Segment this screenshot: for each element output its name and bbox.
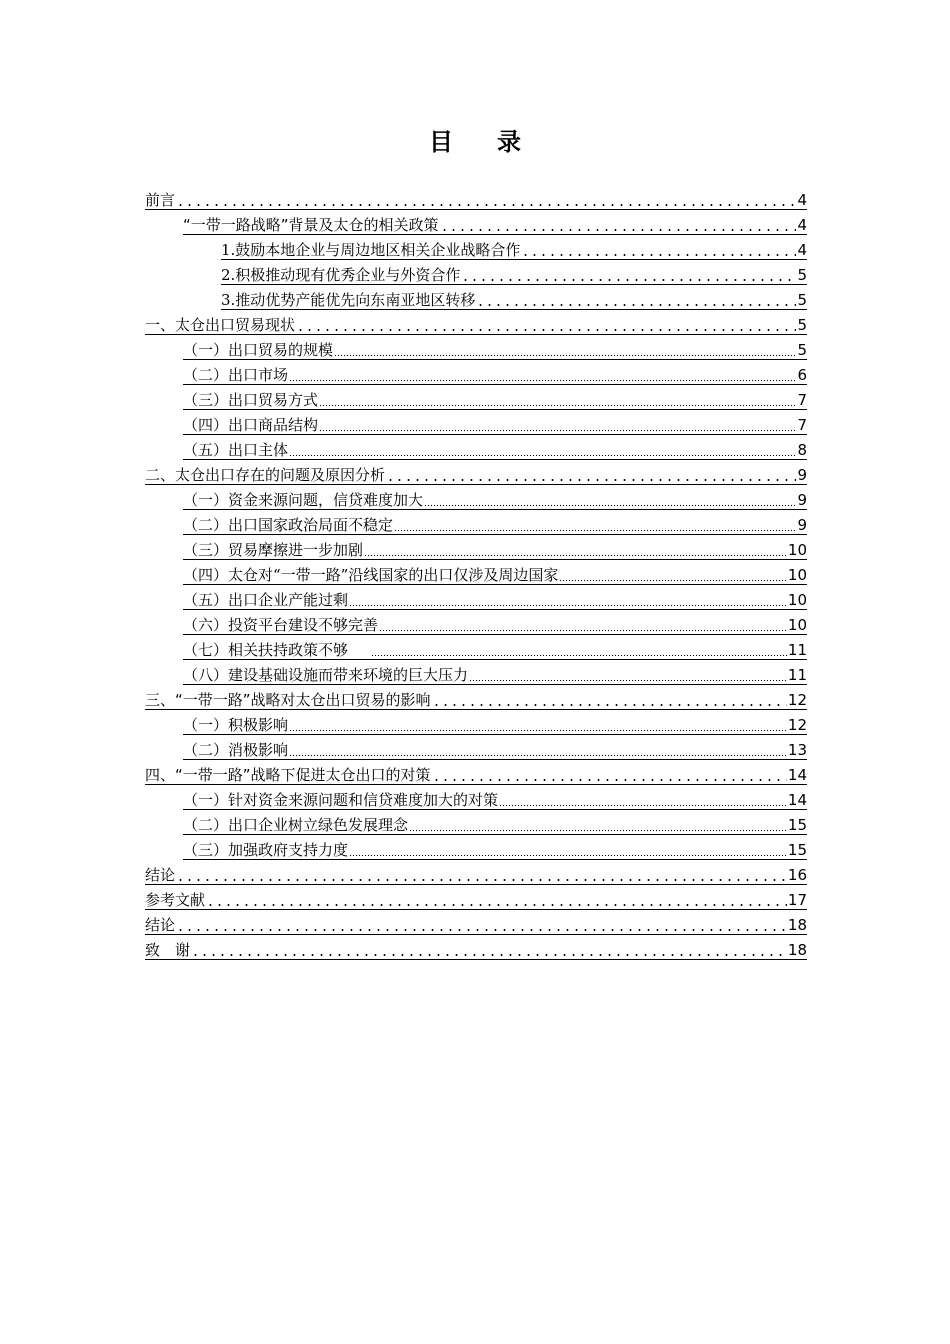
toc-entry[interactable] — [183, 737, 807, 760]
toc-entry-page: 16 — [787, 866, 807, 884]
toc-entry-page: 18 — [787, 916, 807, 934]
toc-entry[interactable] — [183, 437, 807, 460]
toc-entry-label: 结论 — [145, 916, 176, 934]
toc-entry[interactable] — [183, 512, 807, 535]
toc-leader — [176, 191, 796, 209]
toc-entry-page: 12 — [787, 716, 807, 734]
page-title-char-2: 录 — [497, 128, 521, 156]
toc-entry-label: （三）加强政府支持力度 — [183, 841, 349, 859]
toc-entry-label: 结论 — [145, 866, 176, 884]
toc-entry-label: （三）贸易摩擦进一步加剧 — [183, 541, 364, 559]
toc-entry-label: （四）太仓对“一带一路”沿线国家的出口仅涉及周边国家 — [183, 566, 559, 584]
toc-leader — [206, 891, 787, 909]
toc-entry-page: 18 — [787, 941, 807, 959]
toc-leader — [379, 616, 787, 634]
toc-entry[interactable] — [183, 637, 807, 660]
toc-entry-label: （一）出口贸易的规模 — [183, 341, 334, 359]
toc-entry[interactable] — [145, 912, 807, 935]
toc-entry-page: 15 — [787, 816, 807, 834]
toc-entry[interactable] — [183, 587, 807, 610]
toc-leader — [386, 466, 796, 484]
toc-entry-label: （一）资金来源问题，信贷难度加大 — [183, 491, 424, 509]
toc-leader — [521, 241, 796, 259]
toc-entry-page: 11 — [787, 641, 807, 659]
toc-entry[interactable] — [183, 612, 807, 635]
toc-entry[interactable] — [183, 837, 807, 860]
toc-entry[interactable] — [145, 462, 807, 485]
toc-entry-page: 5 — [797, 266, 807, 284]
toc-entry-page: 9 — [797, 491, 807, 509]
toc-entry-page: 6 — [797, 366, 807, 384]
toc-entry-page: 9 — [797, 466, 807, 484]
toc-leader — [432, 766, 787, 784]
toc-leader — [469, 666, 787, 684]
toc-entry-label: 1.鼓励本地企业与周边地区相关企业战略合作 — [221, 241, 521, 259]
toc-entry[interactable] — [183, 812, 807, 835]
toc-leader — [289, 441, 796, 459]
toc-entry-page: 12 — [787, 691, 807, 709]
toc-entry[interactable] — [145, 862, 807, 885]
toc-entry-label: （二）出口企业树立绿色发展理念 — [183, 816, 409, 834]
toc-leader — [394, 516, 796, 534]
toc-leader — [334, 341, 796, 359]
toc-entry-label: （二）出口市场 — [183, 366, 289, 384]
toc-entry-page: 4 — [797, 241, 807, 259]
toc-leader — [409, 816, 787, 834]
toc-entry-page: 14 — [787, 766, 807, 784]
toc-entry-label: （三）出口贸易方式 — [183, 391, 319, 409]
toc-entry-label: （七）相关扶持政策不够 — [183, 641, 349, 659]
toc-entry-page: 10 — [787, 566, 807, 584]
toc-entry-label: （五）出口企业产能过剩 — [183, 591, 349, 609]
toc-entry[interactable] — [183, 562, 807, 585]
toc-entry-label: “一带一路战略”背景及太仓的相关政策 — [183, 216, 439, 234]
toc-leader — [176, 916, 787, 934]
page-title — [0, 122, 950, 157]
toc-leader — [289, 741, 787, 759]
toc-leader — [559, 566, 787, 584]
toc-entry-page: 8 — [797, 441, 807, 459]
toc-entry-label: （六）投资平台建设不够完善 — [183, 616, 379, 634]
toc-entry-page: 10 — [787, 616, 807, 634]
toc-entry-label: （一）针对资金来源问题和信贷难度加大的对策 — [183, 791, 499, 809]
toc-entry-label: （四）出口商品结构 — [183, 416, 319, 434]
toc-entry-page: 14 — [787, 791, 807, 809]
toc-entry[interactable] — [183, 387, 807, 410]
toc-entry[interactable] — [183, 337, 807, 360]
toc-entry[interactable] — [183, 712, 807, 735]
toc-entry-page: 4 — [797, 216, 807, 234]
toc-entry-label: （五）出口主体 — [183, 441, 289, 459]
toc-entry-page: 5 — [797, 291, 807, 309]
toc-leader — [349, 841, 787, 859]
toc-entry-page: 7 — [797, 391, 807, 409]
toc-entry-label: 一、太仓出口贸易现状 — [145, 316, 296, 334]
toc-entry-page: 17 — [787, 891, 807, 909]
toc-leader — [349, 591, 787, 609]
toc-entry-page: 13 — [787, 741, 807, 759]
toc-entry-label: 二、太仓出口存在的问题及原因分析 — [145, 466, 386, 484]
toc-entry[interactable] — [221, 262, 807, 285]
toc-entry[interactable] — [183, 537, 807, 560]
toc-entry[interactable] — [221, 237, 807, 260]
toc-leader — [461, 266, 796, 284]
toc-entry[interactable] — [183, 487, 807, 510]
toc-entry-page: 15 — [787, 841, 807, 859]
toc-entry[interactable] — [145, 687, 807, 710]
toc-entry[interactable] — [183, 787, 807, 810]
toc-entry[interactable] — [183, 362, 807, 385]
toc-leader — [296, 316, 796, 334]
toc-entry-label: （二）出口国家政治局面不稳定 — [183, 516, 394, 534]
toc-entry-page: 11 — [787, 666, 807, 684]
toc-entry[interactable] — [221, 287, 807, 310]
toc-leader — [476, 291, 796, 309]
toc-entry[interactable] — [145, 887, 807, 910]
toc-entry[interactable] — [145, 762, 807, 785]
toc-entry-page: 5 — [797, 316, 807, 334]
toc-leader — [424, 491, 796, 509]
toc-entry-label: （二）消极影响 — [183, 741, 289, 759]
toc-entry-label: 三、“一带一路”战略对太仓出口贸易的影响 — [145, 691, 431, 709]
toc-leader — [364, 541, 787, 559]
toc-leader — [176, 866, 787, 884]
toc-leader — [319, 391, 796, 409]
toc-leader — [432, 691, 787, 709]
toc-entry[interactable] — [145, 187, 807, 210]
toc-entry-label: 前言 — [145, 191, 176, 209]
toc-entry[interactable] — [183, 662, 807, 685]
toc-entry-label: （八）建设基础设施而带来环境的巨大压力 — [183, 666, 469, 684]
toc-entry-label: 3.推动优势产能优先向东南亚地区转移 — [221, 291, 476, 309]
toc-entry-page: 9 — [797, 516, 807, 534]
toc-entry-page: 4 — [797, 191, 807, 209]
toc-entry-label: 参考文献 — [145, 891, 206, 909]
toc-entry-page: 7 — [797, 416, 807, 434]
toc-entry[interactable] — [145, 312, 807, 335]
toc-entry-label: （一）积极影响 — [183, 716, 289, 734]
toc-entry[interactable] — [145, 937, 807, 960]
toc-leader — [289, 716, 787, 734]
toc-leader — [371, 641, 787, 659]
toc-entry-label: 四、“一带一路”战略下促进太仓出口的对策 — [145, 766, 431, 784]
toc-leader — [191, 941, 787, 959]
toc-entry[interactable] — [183, 212, 807, 235]
toc-entry-page: 10 — [787, 541, 807, 559]
toc-leader — [440, 216, 797, 234]
toc-leader — [319, 416, 796, 434]
toc-entry-label: 致 谢 — [145, 941, 191, 959]
toc-entry-label: 2.积极推动现有优秀企业与外资合作 — [221, 266, 461, 284]
toc-entry-page: 10 — [787, 591, 807, 609]
toc-leader — [499, 791, 787, 809]
page-title-char-1: 目 — [429, 128, 453, 156]
toc-leader — [289, 366, 796, 384]
toc-entry[interactable] — [183, 412, 807, 435]
toc-entry-page: 5 — [797, 341, 807, 359]
